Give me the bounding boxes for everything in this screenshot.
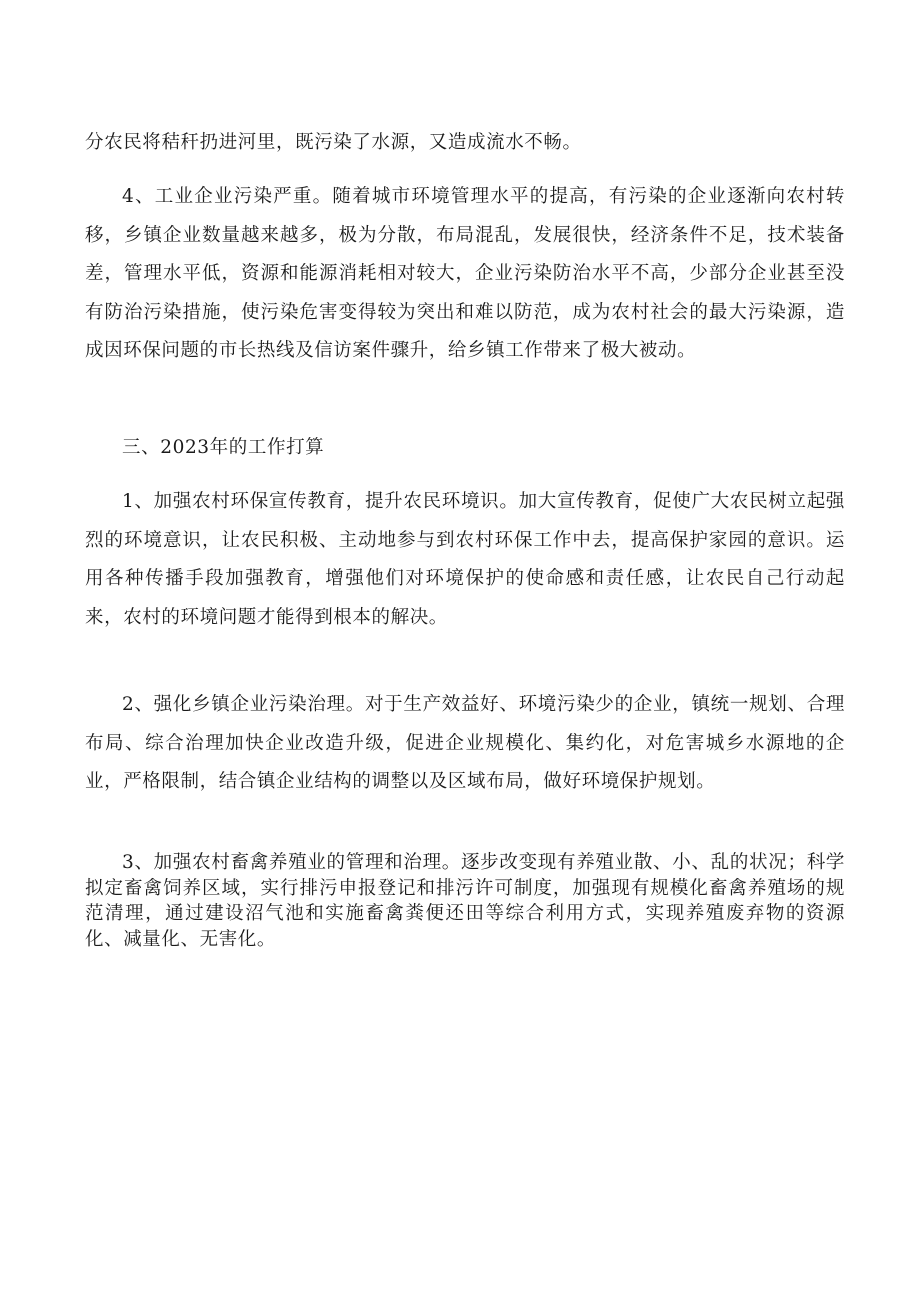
paragraph-plan-2: 2、强化乡镇企业污染治理。对于生产效益好、环境污染少的企业，镇统一规划、合理布局、综合治理加快企业改造升级，促进企业规模化、集约化，对危害城乡水源地的企业，严格限制，结合镇企业结构的调整以及区域布局，做好环境保护规划。 bbox=[85, 694, 845, 792]
paragraph-continuation: 分农民将秸秆扔进河里，既污染了水源，又造成流水不畅。 bbox=[85, 132, 582, 153]
section-heading: 三、2023年的工作打算 bbox=[122, 437, 325, 458]
paragraph-plan-3: 3、加强农村畜禽养殖业的管理和治理。逐步改变现有养殖业散、小、乱的状况；科学拟定畜禽饲养区域，实行排污申报登记和排污许可制度，加强现有规模化畜禽养殖场的规范清理，通过建设沼气池和实施畜禽粪便还田等综合利用方式，实现养殖废弃物的资源化、减量化、无害化。 bbox=[85, 852, 845, 950]
paragraph-item-4: 4、工业企业污染严重。随着城市环境管理水平的提高，有污染的企业逐渐向农村转移，乡镇企业数量越来越多，极为分散，布局混乱，发展很快，经济条件不足，技术装备差，管理水平低，资源和能源消耗相对较大，企业污染防治水平不高，少部分企业甚至没有防治污染措施，使污染危害变得较为突出和难以防范，成为农村社会的最大污染源，造成因环保问题的市长热线及信访案件骤升，给乡镇工作带来了极大被动。 bbox=[85, 186, 845, 361]
paragraph-plan-1: 1、加强农村环保宣传教育，提升农民环境识。加大宣传教育，促使广大农民树立起强烈的环境意识，让农民积极、主动地参与到农村环保工作中去，提高保护家园的意识。运用各种传播手段加强教育，增强他们对环境保护的使命感和责任感，让农民自己行动起来，农村的环境问题才能得到根本的解决。 bbox=[85, 491, 845, 628]
